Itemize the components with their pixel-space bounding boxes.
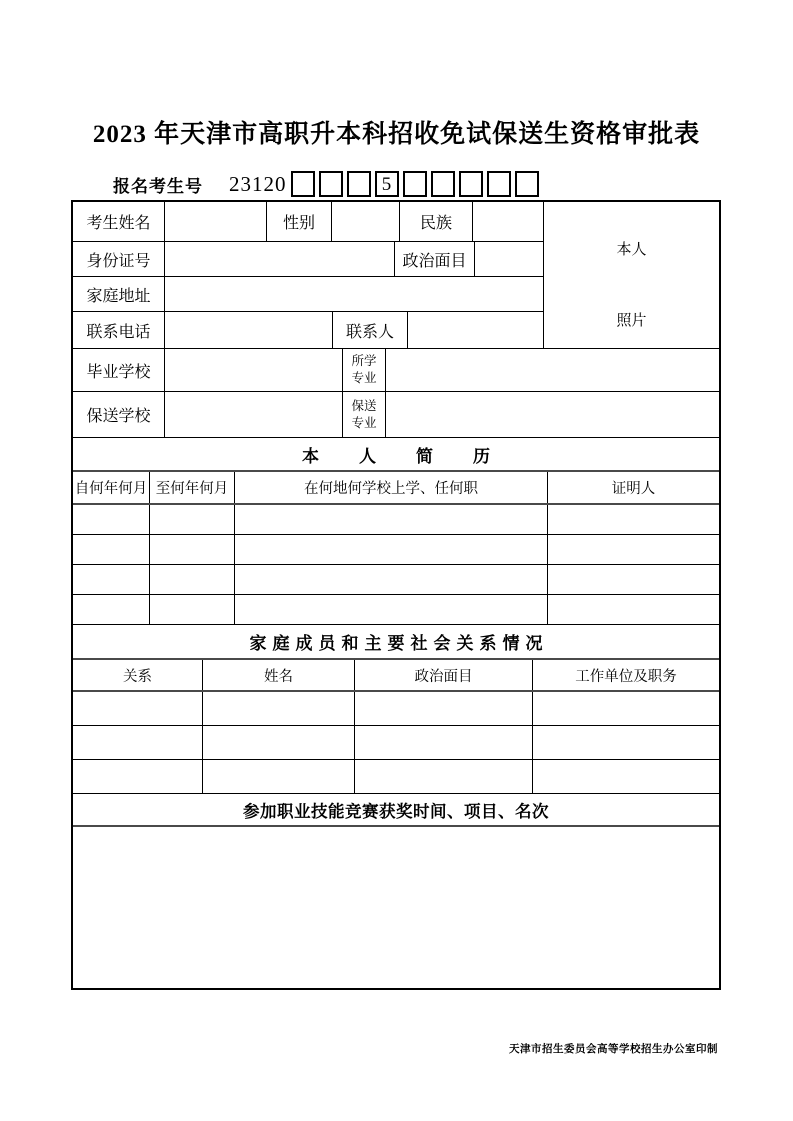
candidate-digit-box xyxy=(291,171,315,197)
resume-col-from: 自何年何月 xyxy=(73,472,150,503)
candidate-number-row xyxy=(113,168,543,200)
candidate-number-label: 报名考生号 xyxy=(113,176,203,196)
resume-row xyxy=(73,565,719,595)
gender-label: 性别 xyxy=(267,202,332,241)
photo-placeholder xyxy=(543,202,719,349)
studied-major-label: 所学 专业 xyxy=(343,349,386,391)
resume-col-where: 在何地何学校上学、任何职 xyxy=(235,472,548,503)
recommend-major-field xyxy=(386,392,719,437)
candidate-number-boxes xyxy=(291,171,543,197)
candidate-digit-box: 5 xyxy=(375,171,399,197)
resume-section-title: 本人简历 xyxy=(73,438,719,472)
name-field xyxy=(165,202,267,241)
family-row xyxy=(73,692,719,726)
studied-major-field xyxy=(386,349,719,391)
resume-col-to: 至何年何月 xyxy=(150,472,235,503)
candidate-number-prefix: 23120 xyxy=(229,171,287,196)
phone-label: 联系电话 xyxy=(73,312,165,348)
phone-field xyxy=(165,312,333,348)
candidate-digit-box xyxy=(487,171,511,197)
competition-content-area xyxy=(73,827,719,988)
home-address-label: 家庭地址 xyxy=(73,277,165,311)
family-header-row xyxy=(73,660,719,692)
id-number-label: 身份证号 xyxy=(73,242,165,276)
candidate-digit-box xyxy=(515,171,539,197)
candidate-digit-box xyxy=(319,171,343,197)
family-section-title: 家庭成员和主要社会关系情况 xyxy=(73,625,719,660)
competition-section-title: 参加职业技能竞赛获奖时间、项目、名次 xyxy=(73,794,719,827)
family-row xyxy=(73,760,719,794)
row-recommend-school xyxy=(73,392,719,438)
resume-row xyxy=(73,595,719,625)
form-title: 2023 年天津市高职升本科招收免试保送生资格审批表 xyxy=(92,121,701,148)
candidate-digit-box xyxy=(431,171,455,197)
resume-header-row xyxy=(73,472,719,505)
ethnicity-field xyxy=(473,202,543,241)
political-status-field xyxy=(475,242,543,276)
candidate-digit-box xyxy=(403,171,427,197)
family-col-political: 政治面目 xyxy=(355,660,533,690)
resume-col-witness: 证明人 xyxy=(611,481,656,497)
id-number-field xyxy=(165,242,395,276)
recommend-school-label: 保送学校 xyxy=(73,392,165,437)
contact-person-field xyxy=(408,312,543,348)
footer-imprint: 天津市招生委员会高等学校招生办公室印制 xyxy=(509,1043,718,1055)
political-status-label: 政治面目 xyxy=(395,242,475,276)
resume-row xyxy=(73,505,719,535)
recommend-major-label: 保送 专业 xyxy=(343,392,386,437)
home-address-field xyxy=(165,277,543,311)
graduate-school-field xyxy=(165,349,343,391)
gender-field xyxy=(332,202,400,241)
recommend-school-field xyxy=(165,392,343,437)
resume-row xyxy=(73,535,719,565)
family-col-workunit: 工作单位及职务 xyxy=(575,668,677,685)
graduate-school-label: 毕业学校 xyxy=(73,349,165,391)
candidate-digit-box xyxy=(347,171,371,197)
basic-info-section xyxy=(73,202,719,438)
photo-label-line1: 本人 xyxy=(616,242,647,258)
ethnicity-label: 民族 xyxy=(400,202,473,241)
name-label: 考生姓名 xyxy=(73,202,165,241)
row-graduate-school xyxy=(73,349,719,392)
family-col-name: 姓名 xyxy=(203,660,355,690)
photo-label-line2: 照片 xyxy=(616,313,647,329)
family-row xyxy=(73,726,719,760)
family-col-relation: 关系 xyxy=(73,660,203,690)
contact-person-label: 联系人 xyxy=(333,312,408,348)
candidate-digit-box xyxy=(459,171,483,197)
approval-form-table xyxy=(71,200,721,990)
